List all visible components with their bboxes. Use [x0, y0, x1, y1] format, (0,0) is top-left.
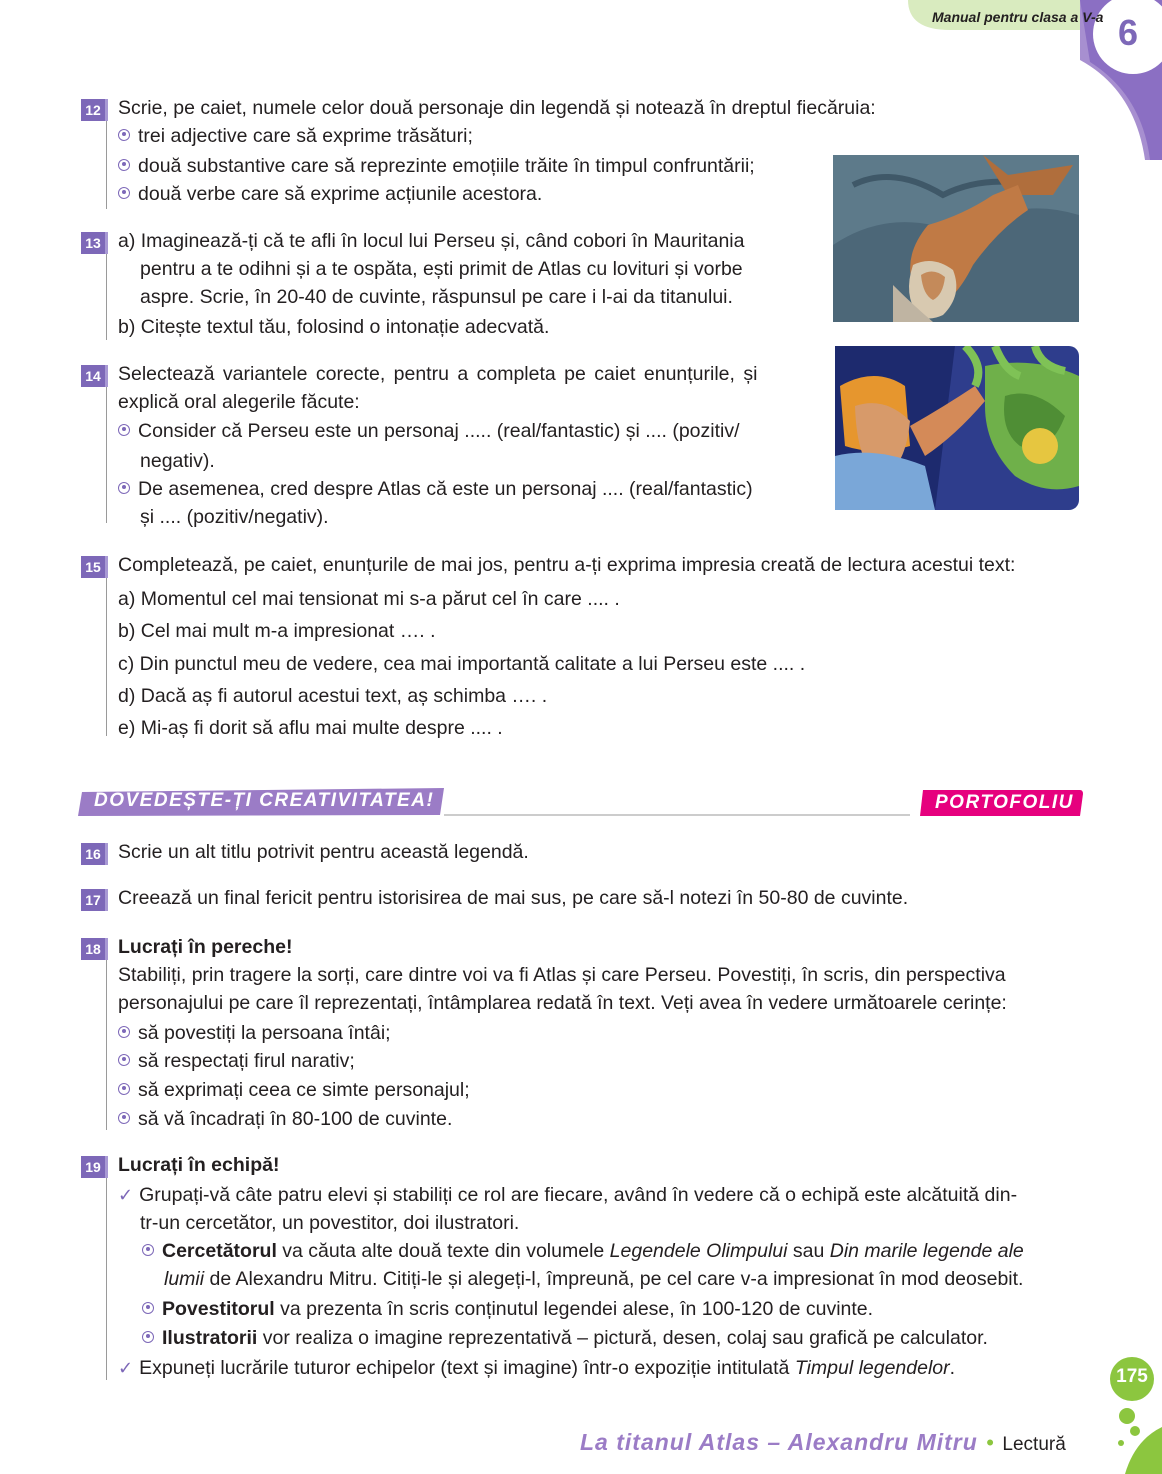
- q14-item: De asemenea, cred despre Atlas că este un personaj .... (real/fantastic): [118, 475, 753, 503]
- q12-text: Scrie, pe caiet, numele celor două personaje din legendă și notează în dreptul fiecăruia:: [118, 97, 876, 119]
- q19-role-researcher: Cercetătorul va căuta alte două texte din volumele Legendele Olimpului sau Din marile legende ale: [142, 1237, 1024, 1265]
- q13-line: b) Citește textul tău, folosind o intonație adecvată.: [118, 316, 550, 338]
- question-number-13: 13: [81, 232, 105, 254]
- atlas-illustration: [833, 155, 1079, 322]
- q18-item: să respectați firul narativ;: [118, 1047, 355, 1075]
- bullet-icon: [118, 1112, 130, 1124]
- q19-check-cont: tr-un cercetător, un povestitor, doi ilustratori.: [140, 1212, 520, 1234]
- question-number-12: 12: [81, 99, 105, 121]
- q18-item: să povestiți la persoana întâi;: [118, 1019, 391, 1047]
- bullet-icon: [118, 424, 130, 436]
- q18-line: personajului pe care îl reprezentați, întâmplarea redată în text. Veți avea în vedere următoarele cerințe:: [118, 992, 1007, 1014]
- manual-title: Manual pentru clasa a V-a: [932, 9, 1104, 25]
- q14-line: explică oral alegerile făcute:: [118, 391, 360, 413]
- q19-title: Lucrați în echipă!: [118, 1154, 280, 1176]
- question-number-19: 19: [81, 1156, 105, 1178]
- bullet-icon: [142, 1244, 154, 1256]
- footer-title: La titanul Atlas – Alexandru Mitru: [580, 1429, 978, 1455]
- question-number-17: 17: [81, 889, 105, 911]
- q14-item-cont: negativ).: [140, 450, 215, 472]
- q19-check-item: ✓ Grupați-vă câte patru elevi și stabiliți ce rol are fiecare, având în vedere că o echipă este alcătuită din-: [118, 1181, 1017, 1209]
- bullet-icon: [142, 1331, 154, 1343]
- question-line: [106, 254, 107, 340]
- portfolio-label: PORTOFOLIU: [935, 792, 1074, 813]
- q13-line: aspre. Scrie, în 20-40 de cuvinte, răspunsul pe care i l-ai da titanului.: [140, 286, 733, 308]
- q13-line: pentru a te odihni și a te ospăta, ești primit de Atlas cu lovituri și vorbe: [140, 258, 743, 280]
- section-title: DOVEDEȘTE-ȚI CREATIVITATEA!: [94, 790, 435, 811]
- bullet-icon: [118, 482, 130, 494]
- bullet-icon: [118, 1054, 130, 1066]
- checkmark-icon: ✓: [118, 1185, 134, 1205]
- q15-text: Completează, pe caiet, enunțurile de mai jos, pentru a-ți exprima impresia creată de lectura acestui text:: [118, 554, 1016, 576]
- question-line: [106, 578, 107, 736]
- q18-item: să exprimați ceea ce simte personajul;: [118, 1076, 470, 1104]
- q19-role-narrator: Povestitorul va prezenta în scris conținutul legendei alese, în 100-120 de cuvinte.: [142, 1295, 873, 1323]
- q15-item: d) Dacă aș fi autorul acestui text, aș schimba …. .: [118, 685, 548, 707]
- q14-line: Selectează variantele corecte, pentru a completa pe caiet enunțurile, și: [118, 363, 758, 385]
- bullet-icon: [118, 129, 130, 141]
- q14-item-cont: și .... (pozitiv/negativ).: [140, 506, 329, 528]
- q16-text: Scrie un alt titlu potrivit pentru această legendă.: [118, 841, 529, 863]
- footer-dot: •: [986, 1430, 994, 1455]
- footer: [580, 1429, 1066, 1456]
- q19-role-illustrators: Ilustratorii vor realiza o imagine reprezentativă – pictură, desen, colaj sau grafică pe calculator.: [142, 1324, 988, 1352]
- q18-title: Lucrați în pereche!: [118, 936, 293, 958]
- checkmark-icon: ✓: [118, 1358, 134, 1378]
- q15-item: a) Momentul cel mai tensionat mi s-a părut cel în care .... .: [118, 588, 620, 610]
- q15-item: b) Cel mai mult m-a impresionat …. .: [118, 620, 436, 642]
- bullet-icon: [118, 1026, 130, 1038]
- question-number-15: 15: [81, 556, 105, 578]
- q15-item: e) Mi-aș fi dorit să aflu mai multe despre .... .: [118, 717, 503, 739]
- bullet-icon: [118, 187, 130, 199]
- question-line: [106, 387, 107, 523]
- q19-check-item: ✓ Expuneți lucrările tuturor echipelor (text și imagine) într-o expoziție intitulată Timpul legendelor.: [118, 1354, 955, 1382]
- q12-item: două substantive care să reprezinte emoțiile trăite în timpul confruntării;: [118, 152, 755, 180]
- q17-text: Creează un final fericit pentru istorisirea de mai sus, pe care să-l notezi în 50-80 de cuvinte.: [118, 887, 909, 909]
- question-number-16: 16: [81, 843, 105, 865]
- footer-section: Lectură: [1002, 1434, 1066, 1455]
- page-number: 175: [1116, 1366, 1148, 1387]
- q12-item: trei adjective care să exprime trăsături;: [118, 122, 473, 150]
- q14-item: Consider că Perseu este un personaj ..... (real/fantastic) și .... (pozitiv/: [118, 417, 740, 445]
- perseus-illustration: [835, 346, 1079, 510]
- q12-item: două verbe care să exprime acțiunile acestora.: [118, 180, 542, 208]
- question-number-14: 14: [81, 365, 105, 387]
- question-number-18: 18: [81, 938, 105, 960]
- q18-line: Stabiliți, prin tragere la sorți, care dintre voi va fi Atlas și care Perseu. Povestiți, în scris, din perspectiva: [118, 964, 1006, 986]
- question-line: [106, 1178, 107, 1380]
- bullet-icon: [118, 159, 130, 171]
- chapter-number: 6: [1118, 12, 1139, 53]
- q19-role-researcher-cont: lumii de Alexandru Mitru. Citiți-le și alegeți-l, împreună, pe cel care v-a impresionat în mod deosebit.: [164, 1268, 1024, 1290]
- bullet-icon: [142, 1302, 154, 1314]
- question-line: [106, 121, 107, 209]
- q18-item: să vă încadrați în 80-100 de cuvinte.: [118, 1105, 452, 1133]
- question-line: [106, 960, 107, 1130]
- q13-line: a) Imaginează-ți că te afli în locul lui Perseu și, când cobori în Mauritania: [118, 230, 745, 252]
- bullet-icon: [118, 1083, 130, 1095]
- q15-item: c) Din punctul meu de vedere, cea mai importantă calitate a lui Perseu este .... .: [118, 653, 806, 675]
